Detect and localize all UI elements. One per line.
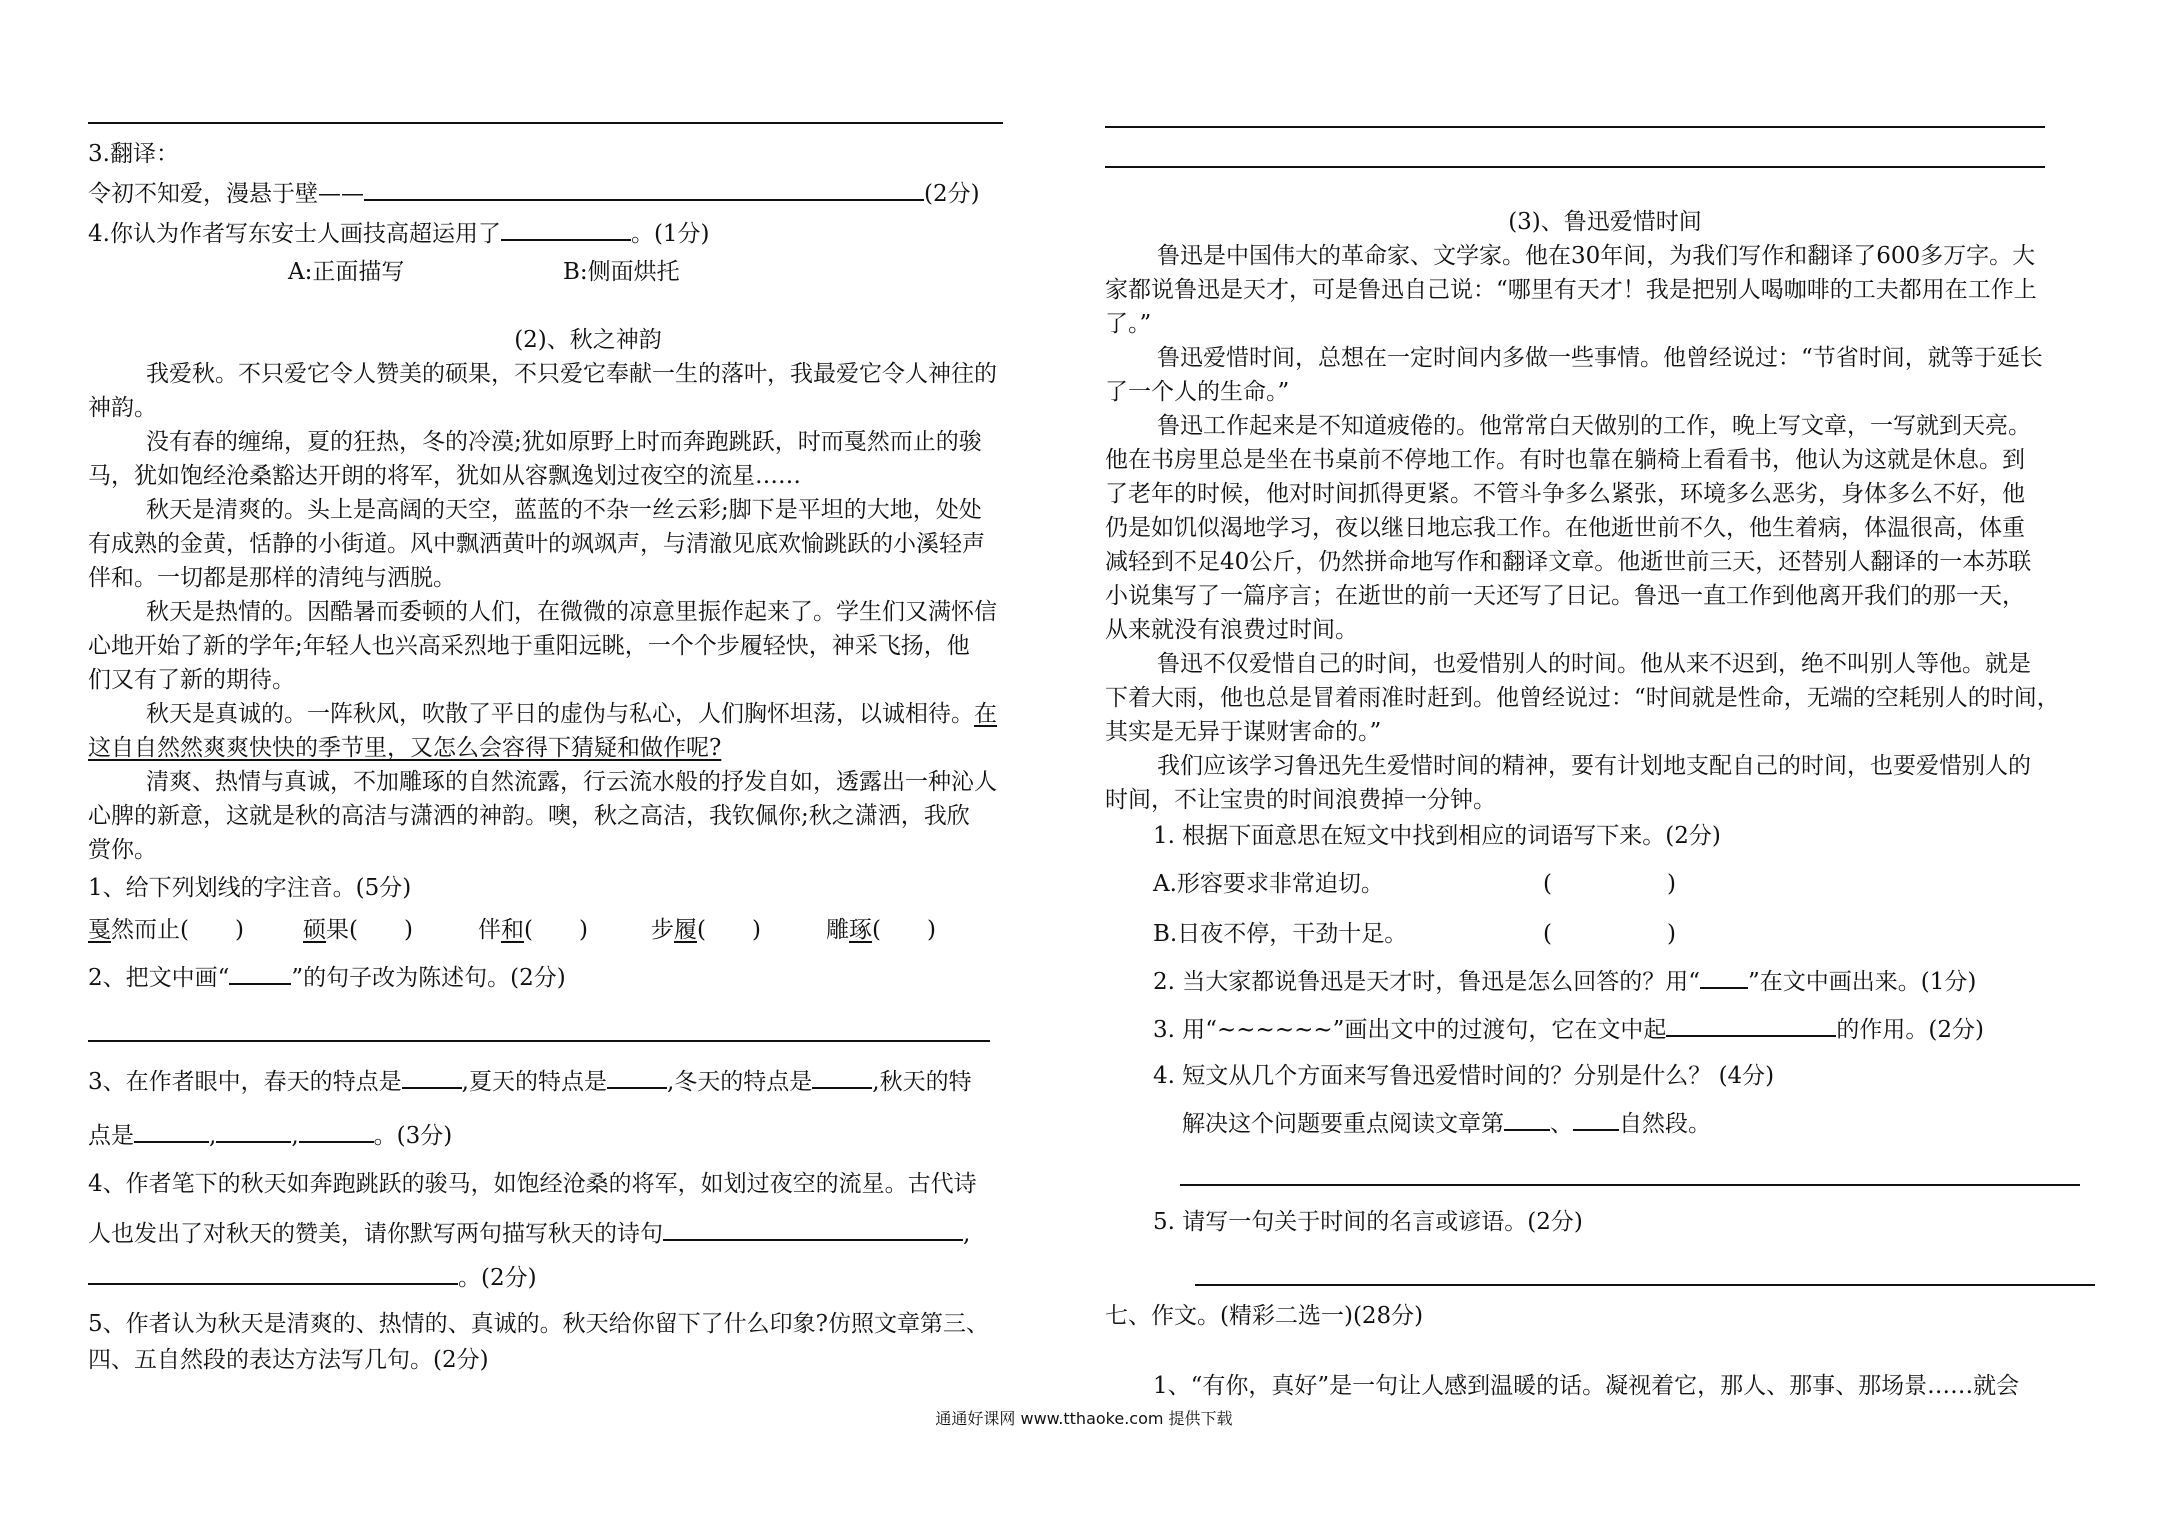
rq1-a-answer[interactable]: ( ) <box>1543 871 1676 897</box>
passage2-line: 心脾的新意，这就是秋的高洁与潇洒的神韵。噢，秋之高洁，我钦佩你;秋之潇洒，我欣 <box>88 803 970 829</box>
rq5: 5. 请写一句关于时间的名言或谚语。(2分) <box>1153 1209 1583 1235</box>
question-4-cont: 。(2分) <box>88 1262 537 1294</box>
answer-line[interactable] <box>1105 126 2045 128</box>
question-3: 3、在作者眼中，春天的特点是 ,夏天的特点是 ,冬天的特点是 ,秋天的特 <box>88 1069 972 1095</box>
rq1-a: A.形容要求非常迫切。 <box>1153 871 1384 897</box>
passage3-line: 时间，不让宝贵的时间浪费掉一分钟。 <box>1105 787 1496 813</box>
passage2-line: 秋天是热情的。因酷暑而委顿的人们，在微微的凉意里振作起来了。学生们又满怀信 <box>146 599 997 625</box>
pinyin-item: 步履( ) <box>651 917 761 943</box>
answer-line[interactable] <box>88 1040 990 1042</box>
passage2-line: 我爱秋。不只爱它令人赞美的硕果，不只爱它奉献一生的落叶，我最爱它令人神往的 <box>146 361 997 387</box>
passage3-line: 仍是如饥似渴地学习，夜以继日地忘我工作。在他逝世前不久，他生着病，体温很高，体重 <box>1105 515 2025 541</box>
pinyin-item: 雕琢( ) <box>826 917 936 943</box>
passage3-line: 减轻到不足40公斤，仍然拼命地写作和翻译文章。他逝世前三天，还替别人翻译的一本苏联 <box>1105 549 2032 575</box>
answer-blank[interactable] <box>364 179 924 201</box>
footer-watermark: 通通好课网 www.tthaoke.com 提供下载 <box>935 1409 1233 1428</box>
section3-title: (3)、鲁迅爱惜时间 <box>1508 209 1702 235</box>
rq3: 3. 用“~~~~~~”画出文中的过渡句，它在文中起 的作用。(2分) <box>1153 1017 1985 1043</box>
underlined-sentence: 这自自然然爽爽快快的季节里，又怎么会容得下猜疑和做作呢? <box>88 735 722 761</box>
composition-prompt-1: 1、“有你，真好”是一句让人感到温暖的话。凝视着它，那人、那事、那场景……就会 <box>1153 1373 2020 1399</box>
rq2: 2. 当大家都说鲁迅是天才时，鲁迅是怎么回答的？用“ ”在文中画出来。(1分) <box>1153 969 1977 995</box>
underlined-sentence: 在 <box>974 701 997 727</box>
answer-line[interactable] <box>1180 1184 2080 1186</box>
passage3-line: 鲁迅是中国伟大的革命家、文学家。他在30年间，为我们写作和翻译了600多万字。大 <box>1157 243 2036 269</box>
passage3-line: 其实是无异于谋财害命的。” <box>1105 719 1382 745</box>
question-5-cont: 四、五自然段的表达方法写几句。(2分) <box>88 1347 489 1373</box>
pinyin-item: 伴和( ) <box>478 917 588 943</box>
passage2-line: 心地开始了新的学年;年轻人也兴高采烈地于重阳远眺，一个个步履轻快，神采飞扬，他 <box>88 633 970 659</box>
passage3-line: 他在书房里总是坐在书桌前不停地工作。有时也靠在躺椅上看看书，他认为这就是休息。到 <box>1105 447 2025 473</box>
question-3-cont: 点是 , , 。(3分) <box>88 1123 453 1149</box>
rq1-b-answer[interactable]: ( ) <box>1543 921 1676 947</box>
rq4-hint: 解决这个问题要重点阅读文章第 、 自然段。 <box>1182 1111 1711 1137</box>
passage3-line: 鲁迅爱惜时间，总想在一定时间内多做一些事情。他曾经说过：“节省时间，就等于延长 <box>1157 345 2043 371</box>
passage3-line: 了。” <box>1105 311 1152 337</box>
pinyin-item: 硕果( ) <box>303 917 413 943</box>
pinyin-item: 戛然而止( ) <box>88 917 244 943</box>
rq4: 4. 短文从几个方面来写鲁迅爱惜时间的？分别是什么？ (4分) <box>1153 1063 1775 1089</box>
passage2-line <box>88 732 721 764</box>
passage2-line: 有成熟的金黄，恬静的小街道。风中飘洒黄叶的飒飒声，与清澈见底欢愉跳跃的小溪轻声 <box>88 531 985 557</box>
passage3-line: 了一个人的生命。” <box>1105 379 1290 405</box>
question-1: 1、给下列划线的字注音。(5分) <box>88 875 412 901</box>
rq1: 1. 根据下面意思在短文中找到相应的词语写下来。(2分) <box>1153 823 1721 849</box>
question-2: 2、把文中画“ ”的句子改为陈述句。(2分) <box>88 965 566 991</box>
passage3-line: 家都说鲁迅是天才，可是鲁迅自己说：“哪里有天才！我是把别人喝咖啡的工夫都用在工作上 <box>1105 277 2037 303</box>
passage2-line: 马，犹如饱经沧桑豁达开朗的将军，犹如从容飘逸划过夜空的流星…… <box>88 463 801 489</box>
composition-title: 七、作文。(精彩二选一)(28分) <box>1105 1303 1424 1329</box>
q3-label: 3.翻译： <box>88 141 179 167</box>
rq1-b: B.日夜不停，干劲十足。 <box>1153 921 1408 947</box>
passage2-line: 伴和。一切都是那样的清纯与洒脱。 <box>88 565 456 591</box>
passage3-line: 鲁迅不仅爱惜自己的时间，也爱惜别人的时间。他从来不迟到，绝不叫别人等他。就是 <box>1157 651 2031 677</box>
q3-translate: 令初不知爱，漫悬于壁—— (2分) <box>88 181 980 207</box>
passage3-line: 从来就没有浪费过时间。 <box>1105 617 1358 643</box>
section2-title: (2)、秋之神韵 <box>514 327 662 353</box>
passage2-line: 们又有了新的期待。 <box>88 667 295 693</box>
passage3-line: 小说集写了一篇序言；在逝世的前一天还写了日记。鲁迅一直工作到他离开我们的那一天， <box>1105 583 2025 609</box>
passage2-line: 秋天是真诚的。一阵秋风，吹散了平日的虚伪与私心，人们胸怀坦荡，以诚相待。在 <box>146 701 997 727</box>
passage3-line: 鲁迅工作起来是不知道疲倦的。他常常白天做别的工作，晚上写文章，一写就到天亮。 <box>1157 413 2031 439</box>
passage2-line: 神韵。 <box>88 395 157 421</box>
passage3-line: 下着大雨，他也总是冒着雨准时赶到。他曾经说过：“时间就是性命，无端的空耗别人的时间， <box>1105 685 2060 711</box>
passage2-line: 秋天是清爽的。头上是高阔的天空，蓝蓝的不杂一丝云彩;脚下是平坦的大地，处处 <box>146 497 982 523</box>
answer-line[interactable] <box>1105 166 2045 168</box>
passage2-line: 清爽、热情与真诚，不加雕琢的自然流露，行云流水般的抒发自如，透露出一种沁人 <box>146 769 997 795</box>
question-4: 4、作者笔下的秋天如奔跑跳跃的骏马，如饱经沧桑的将军，如划过夜空的流星。古代诗 <box>88 1171 977 1197</box>
question-4-cont: 人也发出了对秋天的赞美，请你默写两句描写秋天的诗句 , <box>88 1221 971 1247</box>
question-5: 5、作者认为秋天是清爽的、热情的、真诚的。秋天给你留下了什么印象?仿照文章第三、 <box>88 1311 989 1337</box>
wavy-line-mark: ~~~~~~ <box>1217 1017 1333 1043</box>
passage2-line: 赏你。 <box>88 837 157 863</box>
q4-question: 4.你认为作者写东安士人画技高超运用了 。(1分) <box>88 221 710 247</box>
passage3-line: 我们应该学习鲁迅先生爱惜时间的精神，要有计划地支配自己的时间，也要爱惜别人的 <box>1157 753 2031 779</box>
answer-blank[interactable] <box>501 219 631 241</box>
q4-option-b[interactable]: B:侧面烘托 <box>563 259 680 285</box>
answer-line[interactable] <box>1195 1284 2095 1286</box>
passage3-line: 了老年的时候，他对时间抓得更紧。不管斗争多么紧张，环境多么恶劣，身体多么不好，他 <box>1105 481 2025 507</box>
passage2-line: 没有春的缠绵，夏的狂热，冬的冷漠;犹如原野上时而奔跑跳跃，时而戛然而止的骏 <box>146 429 982 455</box>
q4-option-a[interactable]: A:正面描写 <box>288 259 405 285</box>
answer-line <box>88 122 1003 124</box>
